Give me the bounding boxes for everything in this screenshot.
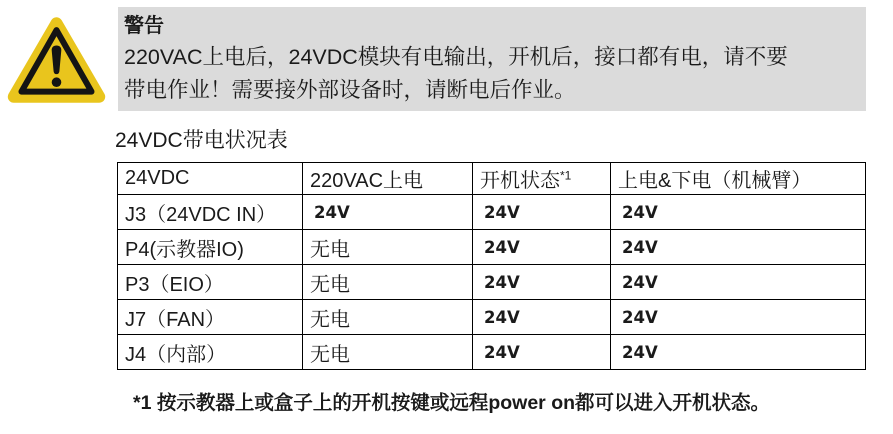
cell-value: 24V bbox=[303, 195, 473, 230]
col-header-label: 上电&下电（机械臂） bbox=[618, 170, 812, 192]
cell-value: 24V bbox=[473, 335, 611, 370]
cell-value: 24V bbox=[611, 230, 866, 265]
cell-value: 24V bbox=[473, 195, 611, 230]
cell-value: 24V bbox=[473, 300, 611, 335]
warning-triangle-icon bbox=[5, 13, 108, 107]
cell-value: 24V bbox=[473, 230, 611, 265]
cell-connector: J4（内部） bbox=[118, 335, 303, 370]
cell-value: 无电 bbox=[303, 230, 473, 265]
cell-value: 24V bbox=[473, 265, 611, 300]
table-row-j4 bbox=[118, 335, 866, 370]
warning-text-line1: 220VAC上电后，24VDC模块有电输出，开机后，接口都有电，请不要 bbox=[124, 45, 788, 69]
cell-value: 无电 bbox=[303, 300, 473, 335]
cell-connector: J7（FAN） bbox=[118, 300, 303, 335]
table-row-p4 bbox=[118, 230, 866, 265]
col-header-updown-arm bbox=[611, 163, 866, 195]
col-header-220vac bbox=[303, 163, 473, 195]
cell-connector: J3（24VDC IN） bbox=[118, 195, 303, 230]
table-row-j3 bbox=[118, 195, 866, 230]
power-status-table bbox=[117, 162, 866, 370]
warning-panel bbox=[118, 7, 866, 111]
table-title: 24VDC带电状况表 bbox=[115, 129, 288, 152]
cell-value: 无电 bbox=[303, 335, 473, 370]
table-header-row bbox=[118, 163, 866, 195]
col-header-label: 开机状态 bbox=[480, 170, 560, 192]
cell-value: 24V bbox=[611, 300, 866, 335]
col-header-label: 24VDC bbox=[125, 167, 190, 189]
cell-value: 无电 bbox=[303, 265, 473, 300]
warning-title: 警告 bbox=[124, 15, 164, 37]
cell-value: 24V bbox=[611, 335, 866, 370]
cell-connector: P4(示教器IO) bbox=[118, 230, 303, 265]
cell-value: 24V bbox=[611, 265, 866, 300]
table-row-p3 bbox=[118, 265, 866, 300]
col-header-sup: *1 bbox=[560, 168, 572, 183]
footnote: *1 按示教器上或盒子上的开机按键或远程power on都可以进入开机状态。 bbox=[133, 392, 771, 414]
col-header-label: 220VAC上电 bbox=[310, 170, 424, 192]
warning-text-line2: 带电作业！需要接外部设备时，请断电后作业。 bbox=[124, 78, 576, 102]
col-header-poweron-state bbox=[473, 163, 611, 195]
cell-connector: P3（EIO） bbox=[118, 265, 303, 300]
col-header-24vdc bbox=[118, 163, 303, 195]
cell-value: 24V bbox=[611, 195, 866, 230]
table-row-j7 bbox=[118, 300, 866, 335]
